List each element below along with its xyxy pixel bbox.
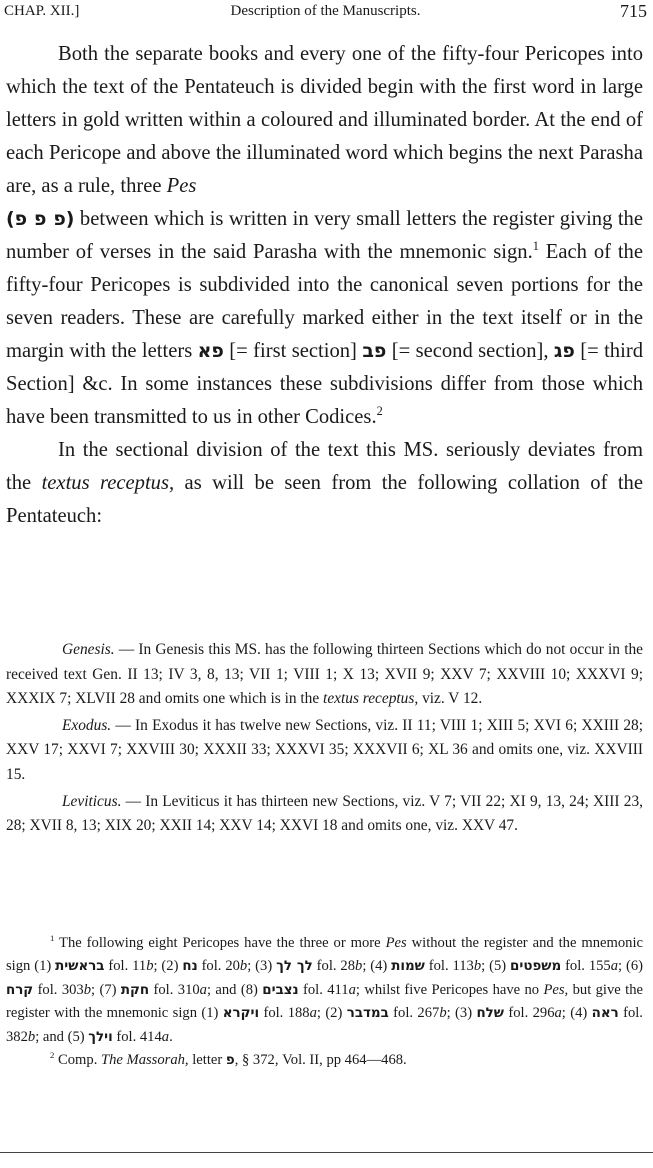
hebrew-word: וילך	[88, 1029, 113, 1045]
folio-side: b	[27, 1028, 36, 1045]
hebrew-word: לך לך	[276, 959, 313, 975]
text-run: fol. 414	[112, 1028, 162, 1045]
text-run: ; (2)	[316, 1005, 347, 1022]
running-title: Description of the Manuscripts.	[230, 3, 421, 19]
hebrew-word: משפטים	[510, 959, 562, 975]
text-run: between which is written in very small letters the register giving the number of verses in the said Parasha with the mnemonic sign.	[6, 208, 643, 263]
italic-term: Pes,	[543, 981, 569, 998]
folio-side: b	[83, 981, 92, 998]
hebrew-word: חקת	[120, 982, 150, 998]
text-run: ; whilst five Pericopes have no	[355, 981, 544, 998]
hebrew-letters: (פ פ פ)	[6, 208, 75, 230]
hebrew-word: ויקרא	[222, 1006, 260, 1022]
paragraph-2	[6, 434, 643, 533]
text-run: fol. 155	[561, 958, 611, 975]
folio-side: b	[473, 958, 482, 975]
hebrew-word: נח	[182, 959, 198, 975]
text-run: In the sectional division of the text this MS. seriously deviates from the	[6, 439, 643, 494]
footnote-ref-1[interactable]: 1	[532, 239, 539, 254]
text-run: ; (4)	[362, 958, 392, 975]
hebrew-word: שמות	[391, 959, 425, 975]
leviticus-entry	[6, 790, 643, 839]
text-run: fol. 188	[259, 1005, 310, 1022]
chapter-label: CHAP. XII.]	[4, 3, 80, 19]
book-name: Leviticus.	[62, 792, 122, 810]
text-run: as will be seen from the following collation of the Pentateuch:	[6, 472, 643, 527]
text-run: without the register and the mnemonic sign (1)	[6, 935, 643, 975]
hebrew-letters: פא	[197, 340, 224, 362]
text-run: fol. 267	[388, 1005, 440, 1022]
text-run: — In Leviticus it has thirteen new Sections, viz. V 7; VII 22; XI 9, 13, 24; XIII 23, 28; XVII 8, 13; XIX 20; XXII 14; XXV 14; XXVI 18 and omits one, viz. XXV 47.	[6, 792, 643, 835]
hebrew-letters: פג	[553, 340, 575, 362]
footnote-mark: 1	[50, 933, 55, 944]
hebrew-word: קרח	[6, 982, 34, 998]
text-run: — In Exodus it has twelve new Sections, viz. II 11; VIII 1; XIII 5; XVI 6; XXIII 28; XXV 17; XXVI 7; XXVIII 30; XXXII 33; XXXVI 35; XXXVII 6; XL 36 and omits one, viz. XXVIII 15.	[6, 716, 643, 783]
genesis-entry	[6, 638, 643, 712]
hebrew-letters: פב	[362, 340, 387, 362]
text-run: Both the separate books and every one of the fifty-four Pericopes into which the text of the Pentateuch is divided begin with the first word in large letters in gold written within a coloured and illuminated border. At the end of each Pericope and above the illuminated word which begins the next Parasha are, as a rule, three	[6, 43, 643, 197]
text-run: [= third Section] &c. In some instances these subdivisions differ from those which have been transmitted to us in other Codices.	[6, 340, 643, 428]
footnote-1	[6, 932, 643, 1049]
folio-side: a	[348, 981, 356, 998]
book-title: The Massorah,	[101, 1052, 189, 1069]
text-run: ; (7)	[91, 981, 121, 998]
running-header	[4, 0, 647, 26]
footnote-mark: 2	[50, 1050, 55, 1061]
text-run: fol. 28	[312, 958, 356, 975]
text-run: ; (6)	[618, 958, 643, 975]
text-run: Comp.	[54, 1052, 101, 1069]
text-run: viz. V 12.	[418, 690, 483, 708]
text-run: fol. 11	[104, 958, 147, 975]
section-collation	[6, 638, 643, 839]
text-run: fol. 382	[6, 1005, 643, 1045]
folio-side: b	[355, 958, 363, 975]
text-run: fol. 20	[197, 958, 240, 975]
book-name: Genesis.	[62, 641, 115, 658]
folio-side: b	[239, 958, 248, 975]
hebrew-word: בראשית	[55, 959, 105, 975]
folio-side: a	[161, 1028, 170, 1045]
folio-side: b	[146, 958, 154, 975]
italic-term: Pes	[166, 175, 197, 197]
text-run: ; (3)	[247, 958, 277, 975]
text-run: ; and (8)	[206, 981, 263, 998]
folio-side: a	[610, 958, 619, 975]
page-number: 715	[620, 1, 647, 21]
italic-term: Pes	[385, 935, 407, 951]
italic-term: textus receptus,	[41, 472, 175, 494]
footnote-ref-2[interactable]: 2	[376, 404, 383, 419]
text-run: fol. 296	[503, 1005, 555, 1022]
hebrew-word: שלח	[476, 1006, 504, 1022]
folio-side: a	[309, 1005, 317, 1022]
text-run: letter	[188, 1052, 226, 1069]
text-run: The following eight Pericopes have the three or more	[54, 935, 386, 951]
book-name: Exodus.	[62, 716, 112, 734]
text-run: .	[169, 1028, 173, 1045]
text-run: fol. 411	[298, 981, 349, 998]
folio-side: a	[554, 1005, 562, 1022]
italic-term: textus receptus,	[323, 690, 419, 708]
paragraph-1	[6, 38, 643, 434]
footnote-2	[6, 1049, 643, 1072]
text-run: fol. 310	[149, 981, 200, 998]
text-run: , § 372, Vol. II, pp 464—468.	[234, 1052, 407, 1069]
hebrew-word: ראה	[591, 1006, 619, 1022]
hebrew-letter: פ	[225, 1053, 235, 1069]
text-run: [= second section],	[386, 340, 554, 362]
text-run: fol. 113	[424, 958, 474, 975]
hebrew-word: במדבר	[346, 1006, 389, 1022]
main-text	[6, 38, 643, 533]
text-run: ; and (5)	[35, 1028, 89, 1045]
text-run: ; (4)	[561, 1005, 592, 1022]
folio-side: a	[199, 981, 207, 998]
text-run: fol. 303	[33, 981, 84, 998]
text-run: ; (3)	[446, 1005, 477, 1022]
text-run: [= first section]	[223, 340, 363, 362]
hebrew-word: נצבים	[262, 982, 299, 998]
exodus-entry	[6, 714, 643, 788]
folio-side: b	[439, 1005, 447, 1022]
text-run: ; (2)	[153, 958, 183, 975]
footnotes	[6, 932, 643, 1072]
text-run: — In Genesis this MS. has the following thirteen Sections which do not occur in the received text Gen. II 13; IV 3, 8, 13; VII 1; VIII 1; X 13; XVII 9; XXV 7; XXVIII 10; XXXVI 9; XXXIX 7; XLVII 28 and omits one which is in the	[6, 641, 643, 708]
text-run: Each of the fifty-four Pericopes is subdivided into the canonical seven portions for the seven readers. These are carefully marked either in the text itself or in the margin with the letters	[6, 241, 643, 362]
text-run: ; (5)	[481, 958, 511, 975]
bottom-rule	[0, 1152, 653, 1153]
text-run: but give the register with the mnemonic sign (1)	[6, 981, 643, 1022]
